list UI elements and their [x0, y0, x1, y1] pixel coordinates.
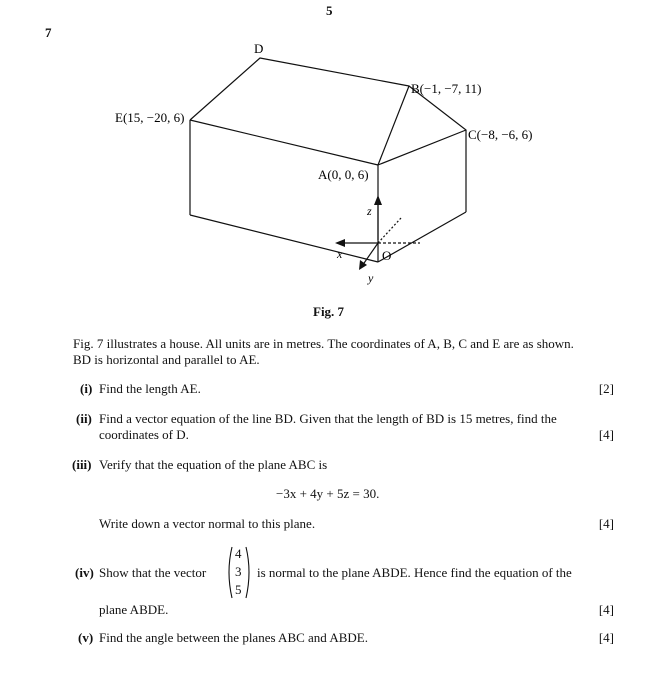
part-iv-marks: [4]	[598, 602, 614, 617]
label-B: B(−1, −7, 11)	[411, 81, 482, 96]
part-i-marks: [2]	[598, 381, 614, 396]
vector-component-3: 5	[235, 582, 242, 597]
house-figure	[0, 0, 661, 300]
part-iv-line-2: plane ABDE.	[99, 602, 169, 617]
part-iv-post: is normal to the plane ABDE. Hence find the equation of the	[257, 565, 572, 580]
part-iii-text: Verify that the equation of the plane ABC is	[99, 457, 328, 472]
y-axis	[362, 243, 378, 266]
label-C: C(−8, −6, 6)	[468, 127, 533, 142]
x-arrowhead	[335, 239, 345, 247]
part-v-label: (v)	[78, 630, 94, 645]
label-D: D	[254, 41, 264, 56]
vector-component-1: 4	[235, 546, 242, 561]
label-E: E(15, −20, 6)	[115, 110, 185, 125]
plane-abc-equation: −3x + 4y + 5z = 30.	[276, 486, 380, 501]
part-ii-marks: [4]	[598, 427, 614, 442]
figure-caption: Fig. 7	[313, 304, 345, 319]
vector-component-2: 3	[235, 564, 242, 579]
wall-base-left	[190, 215, 378, 262]
part-v-marks: [4]	[598, 630, 614, 645]
part-i-label: (i)	[80, 381, 93, 396]
part-iii-line-3: Write down a vector normal to this plane.	[99, 516, 316, 531]
part-iii-label: (iii)	[72, 457, 92, 472]
axis-label-y: y	[368, 271, 374, 285]
part-ii-line-1: Find a vector equation of the line BD. Given that the length of BD is 15 metres, find the	[99, 411, 557, 426]
part-iv-label: (iv)	[75, 565, 94, 580]
part-iii-marks: [4]	[598, 516, 614, 531]
intro-line-2: BD is horizontal and parallel to AE.	[73, 352, 260, 367]
z-arrowhead	[374, 195, 382, 205]
intro-line-1: Fig. 7 illustrates a house. All units are in metres. The coordinates of A, B, C and E are as shown.	[73, 336, 574, 351]
axis-label-x: x	[337, 247, 343, 261]
question-number: 7	[45, 25, 52, 40]
label-A: A(0, 0, 6)	[318, 167, 369, 182]
part-ii-label: (ii)	[76, 411, 92, 426]
part-ii-line-2: coordinates of D.	[99, 427, 189, 442]
part-iv-pre: Show that the vector	[99, 565, 207, 580]
page-number: 5	[326, 3, 333, 18]
part-i-text: Find the length AE.	[99, 381, 201, 396]
part-v-text: Find the angle between the planes ABC and ABDE.	[99, 630, 368, 645]
axis-label-O: O	[382, 248, 392, 263]
hidden-axis-dotted	[378, 218, 401, 243]
roof-left-plane	[190, 58, 409, 165]
column-vector	[225, 545, 253, 600]
roof-right-plane	[378, 86, 466, 165]
axis-label-z: z	[367, 204, 372, 218]
